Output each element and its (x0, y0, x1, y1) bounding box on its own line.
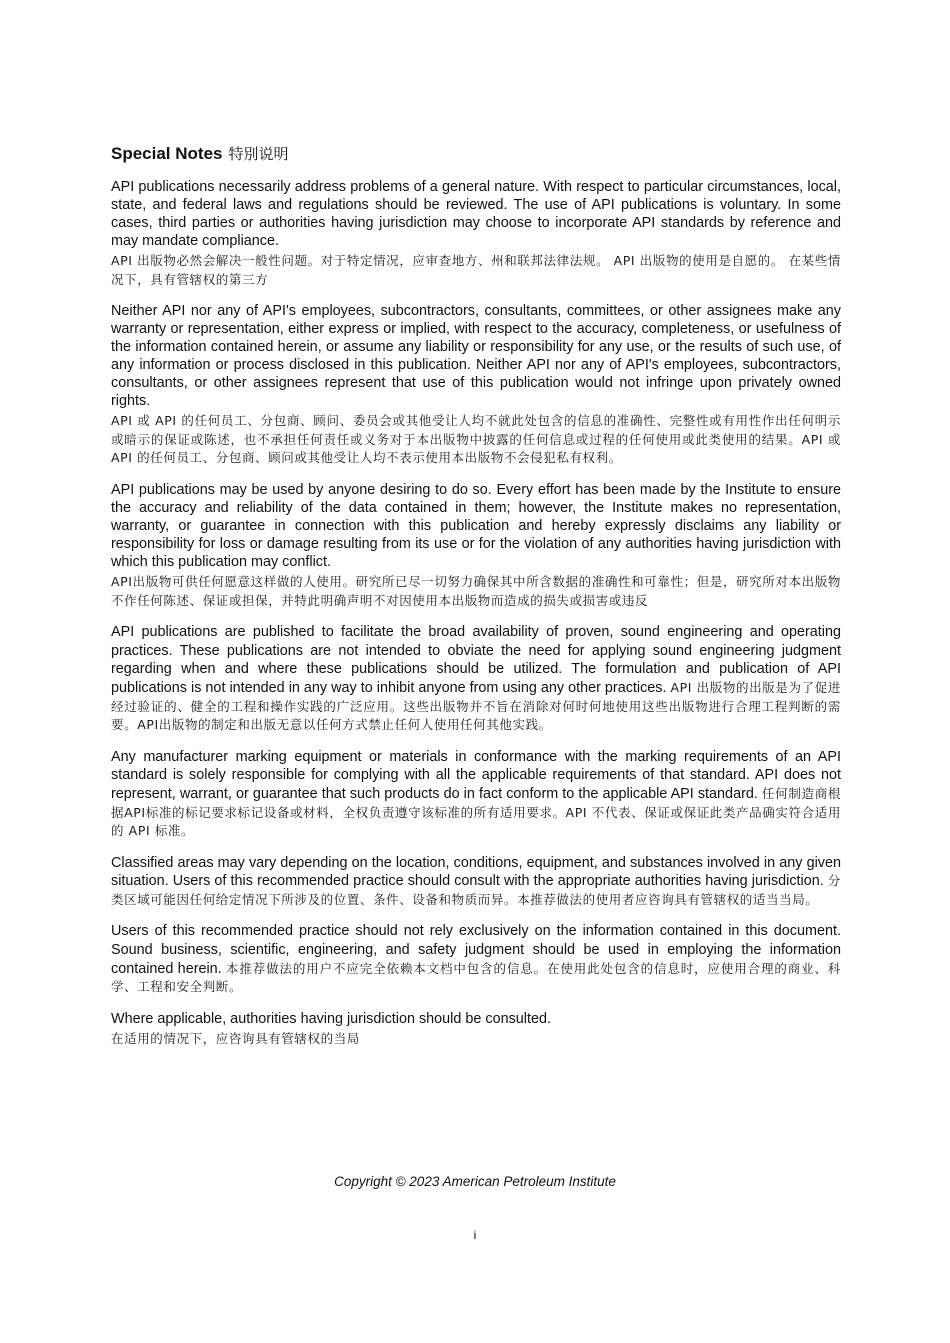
note-block (111, 178, 841, 289)
note-text-mixed (111, 922, 841, 996)
title-chinese: 特別说明 (228, 145, 289, 163)
note-text-zh: API 出版物的出版是为了促进经过验证的、健全的工程和操作实践的广泛应用。这些出版物并不旨在消除对何时何地使用这些出版物进行合理工程判断的需要。API出版物的制定和出版无意以任何方式禁止任何人使用任何其他实践。 (111, 679, 842, 733)
note-text-zh: 本推荐做法的用户不应完全依赖本文档中包含的信息。在使用此处包含的信息时，应使用合理的商业、科学、工程和安全判断。 (111, 960, 841, 995)
title-english: Special Notes (111, 144, 223, 163)
note-text-en: Users of this recommended practice should not rely exclusively on the information contained in this document. Sound business, scientific, engineering, and safety judgment should be used in employing the information contained herein. (111, 923, 841, 977)
note-block (111, 854, 841, 910)
copyright-notice: Copyright © 2023 American Petroleum Institute (334, 1174, 616, 1189)
note-text-en: API publications are published to facilitate the broad availability of proven, sound engineering and operating practices. These publications are not intended to obviate the need for applying sound engineering judgment regarding when and where these publications should be utilized. The formulation and publication of API publications is not intended in any way to inhibit anyone from using any other practices. (111, 624, 841, 696)
note-block (111, 302, 841, 468)
note-text-en: API publications necessarily address problems of a general nature. With respect to particular circumstances, local, state, and federal laws and regulations should be reviewed. The use of API publications is voluntary. In some cases, third parties or authorities having jurisdiction may choose to incorporate API standards by reference and may mandate compliance. (111, 179, 841, 249)
note-text-zh: 在适用的情况下，应咨询具有管辖权的当局 (111, 1030, 360, 1046)
note-text-zh: API 出版物必然会解决一般性问题。对于特定情况，应审查地方、州和联邦法律法规。 API 出版物的使用是自愿的。 在某些情况下，具有管辖权的第三方 (111, 253, 841, 287)
note-text-en: Any manufacturer marking equipment or materials in conformance with the marking requirements of an API standard is solely responsible for complying with all the applicable requirements of that standard. API does not represent, warrant, or guarantee that such products do in fact conform to the applicable API standard. (111, 748, 841, 802)
note-text-mixed (111, 748, 841, 841)
page-title (111, 143, 289, 164)
note-text-en: Neither API nor any of API's employees, subcontractors, consultants, committees, or other assignees make any warranty or representation, either express or implied, with respect to the accuracy, completeness, or usefulness of the information contained herein, or assume any liability or responsibility for any use, or the results of such use, of any information or process disclosed in this publication. Neither API nor any of API's employees, subcontractors, consultants, or other assignees represent that use of this publication would not infringe upon privately owned rights. (111, 303, 841, 410)
note-text-zh: API出版物可供任何愿意这样做的人使用。研究所已尽一切努力确保其中所含数据的准确性和可靠性；但是，研究所对本出版物不作任何陈述、保证或担保，并特此明确声明不对因使用本出版物而造成的损失或损害或违反 (111, 573, 841, 608)
note-block (111, 922, 841, 996)
note-text-en: API publications may be used by anyone desiring to do so. Every effort has been made by the Institute to ensure the accuracy and reliability of the data contained in them; however, the Institute makes no representation, warranty, or guarantee in connection with this publication and hereby expressly disclaims any liability or responsibility for loss or damage resulting from its use or for the violation of any authorities having jurisdiction with which this publication may conflict. (111, 481, 841, 570)
note-text-zh: 任何制造商根据API标准的标记要求标记设备或材料，全权负责遵守该标准的所有适用要求。API 不代表、保证或保证此类产品确实符合适用的 API 标准。 (111, 785, 842, 839)
note-text-zh: API 或 API 的任何员工、分包商、顾问、委员会或其他受让人均不就此处包含的信息的准确性、完整性或有用性作出任何明示或暗示的保证或陈述，也不承担任何责任或义务对于本出版物中披露的任何信息或过程的任何使用或此类使用的结果。API 或 API 的任何员工、分包商、顾问或其他受让人均不表示使用本出版物不会侵犯私有权利。 (111, 413, 841, 466)
note-text-zh: 分类区域可能因任何给定情况下所涉及的位置、条件、设备和物质而异。本推荐做法的使用者应咨询具有管辖权的适当当局。 (111, 873, 842, 907)
note-text-en: Where applicable, authorities having jurisdiction should be consulted. (111, 1010, 551, 1027)
note-block (111, 481, 841, 610)
note-block (111, 623, 841, 735)
note-text-mixed (111, 623, 841, 735)
note-block (111, 1010, 841, 1049)
notes-body (111, 178, 841, 1061)
note-block (111, 748, 841, 841)
note-text-mixed (111, 854, 841, 910)
page-number: i (473, 1228, 477, 1242)
note-text-en: Classified areas may vary depending on the location, conditions, equipment, and substances involved in any given situation. Users of this recommended practice should consult with the appropriate authorities having jurisdiction. (111, 854, 841, 890)
